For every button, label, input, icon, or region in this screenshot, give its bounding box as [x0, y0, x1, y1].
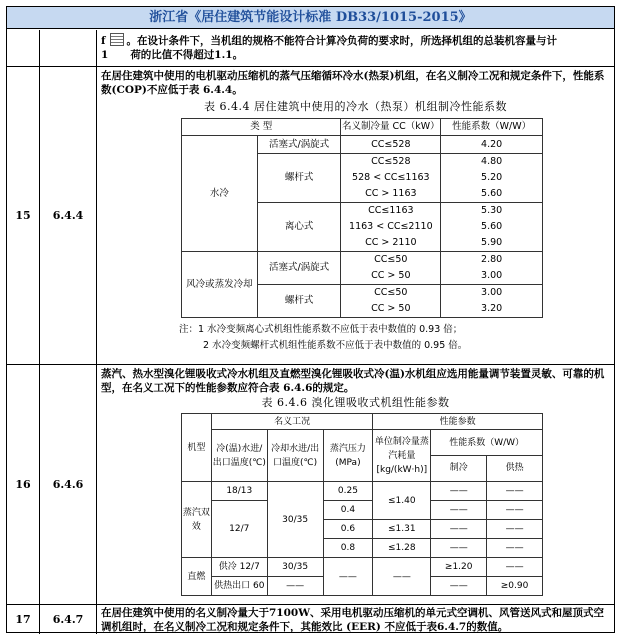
table-caption: 表 6.4.4 居住建筑中使用的冷水（热泵）机组制冷性能系数: [204, 100, 507, 113]
clause-text-line-2: 荷的比值不得超过1.1。: [130, 49, 244, 61]
clause-text: 在居住建筑中使用的名义制冷量大于7100W、采用电机驱动压缩机的单元式空调机、风管送风式和屋顶式空调机组时，在名义制冷工况和规定条件下，其能效比 (EER) 不应低于表6.4.7的数值。: [101, 607, 605, 633]
comment-icon[interactable]: [110, 33, 124, 46]
document-page: [6, 6, 615, 633]
dash-cell: ——: [431, 539, 487, 558]
dash-cell: ——: [431, 482, 487, 501]
capacity-value: CC > 50: [371, 303, 411, 314]
text-fragment: 1: [101, 49, 109, 61]
article-number: 6.4.7: [40, 605, 97, 634]
cop-value: 3.00: [481, 270, 503, 281]
dash-cell: ——: [373, 558, 431, 596]
cooling-water-cell: 30/35: [267, 482, 323, 558]
pressure-cell: 0.4: [323, 501, 373, 520]
clause-text: 蒸汽、热水型溴化锂吸收式冷水机组及直燃型溴化锂吸收式冷(温)水机组应选用能量调节装置灵敏、可靠的机型，在名义工况下的性能参数应符合表 6.4.6的规定。: [101, 368, 605, 394]
clause-row-16: [7, 365, 614, 605]
clause-text: [97, 30, 614, 66]
supply-cooling-cell: 供冷 12/7: [211, 558, 267, 577]
cop-cell: [441, 203, 543, 252]
clause-number: 16: [7, 365, 40, 604]
table-caption: 表 6.4.6 溴化锂吸收式机组性能参数: [261, 396, 450, 409]
absorption-table-6-4-6: [181, 413, 543, 596]
chilled-water-cell: 18/13: [211, 482, 267, 501]
capacity-cell: [341, 154, 441, 203]
cop-cell: [441, 154, 543, 203]
cop-cell: [441, 252, 543, 285]
cop-cell: 4.20: [441, 136, 543, 154]
header-cop-group: [431, 430, 543, 482]
chilled-water-cell: 12/7: [211, 501, 267, 558]
text-fragment: f: [101, 35, 106, 47]
compressor-screw-air: 螺杆式: [257, 285, 341, 318]
capacity-value: CC≤528: [371, 156, 411, 167]
model-steam-double-effect: 蒸汽双效: [182, 482, 212, 558]
cop-value: 4.80: [481, 156, 503, 167]
clause-row-17: [7, 605, 614, 634]
dash-cell: ——: [487, 482, 543, 501]
clause-number: 15: [7, 67, 40, 364]
cop-value: 5.20: [481, 172, 503, 183]
supply-heating-cell: 供热出口 60: [211, 577, 267, 596]
pressure-cell: 0.8: [323, 539, 373, 558]
clause-number-cell: [7, 30, 40, 66]
cop-value: 5.60: [481, 188, 503, 199]
capacity-cell: [341, 285, 441, 318]
article-number-cell: [40, 30, 97, 66]
cop-cooling-cell: ≥1.20: [431, 558, 487, 577]
compressor-screw: 螺杆式: [257, 154, 341, 203]
dash-cell: ——: [487, 558, 543, 577]
table-notes: [179, 322, 610, 354]
capacity-value: 1163 < CC≤2110: [349, 221, 433, 232]
clause-row-14: [7, 30, 614, 67]
capacity-value: 528 < CC≤1163: [352, 172, 430, 183]
standard-title-banner: 浙江省《居住建筑节能设计标准 DB33/1015-2015》: [7, 7, 614, 29]
model-direct-fired: 直燃: [182, 558, 212, 596]
cop-value: 5.60: [481, 221, 503, 232]
dash-cell: ——: [431, 520, 487, 539]
header-capacity: 名义制冷量 CC（kW）: [341, 119, 441, 136]
dash-cell: ——: [323, 558, 373, 596]
capacity-cell: [341, 203, 441, 252]
cooling-water-cell: 30/35: [267, 558, 323, 577]
clause-content: [97, 67, 614, 364]
pressure-cell: 0.25: [323, 482, 373, 501]
compressor-piston-air: 活塞式/涡旋式: [257, 252, 341, 285]
header-type: 类 型: [182, 119, 341, 136]
cop-value: 5.90: [481, 237, 503, 248]
cop-heating-cell: ≥0.90: [487, 577, 543, 596]
article-number: 6.4.4: [40, 67, 97, 364]
dash-cell: ——: [487, 520, 543, 539]
header-performance: 性能参数: [373, 414, 543, 430]
cop-value: 5.30: [481, 205, 503, 216]
consumption-cell: ≤1.28: [373, 539, 431, 558]
capacity-value: CC > 2110: [365, 237, 417, 248]
cop-cell: [441, 285, 543, 318]
pressure-cell: 0.6: [323, 520, 373, 539]
cooling-type-air: 风冷或蒸发冷却: [182, 252, 258, 318]
clause-content: [97, 365, 614, 604]
header-cop: 性能系数（W/W）: [441, 119, 543, 136]
consumption-cell: ≤1.31: [373, 520, 431, 539]
header-cooling-water: 冷却水进/出口温度(℃): [267, 430, 323, 482]
cop-value: 3.20: [481, 303, 503, 314]
clause-text-line-1: 。在设计条件下，当机组的规格不能符合计算冷负荷的要求时，所选择机组的总装机容量与计: [126, 35, 558, 47]
header-nominal: 名义工况: [211, 414, 372, 430]
dash-cell: ——: [267, 577, 323, 596]
cop-value: 2.80: [481, 254, 503, 265]
clause-number: 17: [7, 605, 40, 634]
dash-cell: ——: [431, 501, 487, 520]
header-cooling: 制冷: [431, 456, 487, 481]
capacity-cell: [341, 252, 441, 285]
header-heating: 供热: [505, 463, 524, 473]
header-steam-consumption: 单位制冷量蒸汽耗量[kg/(kW·h)]: [373, 430, 431, 482]
clause-text: 在居住建筑中使用的电机驱动压缩机的蒸气压缩循环冷水(热泵)机组，在名义制冷工况和规定条件下，性能系数(COP)不应低于表 6.4.4。: [101, 70, 605, 96]
dash-cell: ——: [431, 577, 487, 596]
capacity-value: CC > 1163: [365, 188, 417, 199]
cop-table-6-4-4: [181, 118, 543, 318]
header-cop: 性能系数（W/W）: [431, 430, 542, 456]
capacity-value: CC≤50: [374, 287, 408, 298]
compressor-centrifugal: 离心式: [257, 203, 341, 252]
capacity-value: CC≤50: [374, 254, 408, 265]
capacity-cell: CC≤528: [341, 136, 441, 154]
header-chilled-water: 冷(温)水进/出口温度(℃): [211, 430, 267, 482]
article-number: 6.4.6: [40, 365, 97, 604]
header-model: 机型: [182, 414, 212, 482]
header-steam-pressure: 蒸汽压力(MPa): [323, 430, 373, 482]
capacity-value: CC≤1163: [368, 205, 414, 216]
note-2: 2 水冷变频螺杆式机组性能系数不应低于表中数值的 0.95 倍。: [203, 340, 468, 351]
consumption-cell: ≤1.40: [373, 482, 431, 520]
compressor-piston: 活塞式/涡旋式: [257, 136, 341, 154]
capacity-value: CC > 50: [371, 270, 411, 281]
cop-value: 3.00: [481, 287, 503, 298]
dash-cell: ——: [487, 539, 543, 558]
clause-row-15: [7, 67, 614, 365]
cooling-type-water: 水冷: [182, 136, 258, 252]
note-1: 注：1 水冷变频离心式机组性能系数不应低于表中数值的 0.93 倍；: [179, 324, 463, 335]
dash-cell: ——: [487, 501, 543, 520]
